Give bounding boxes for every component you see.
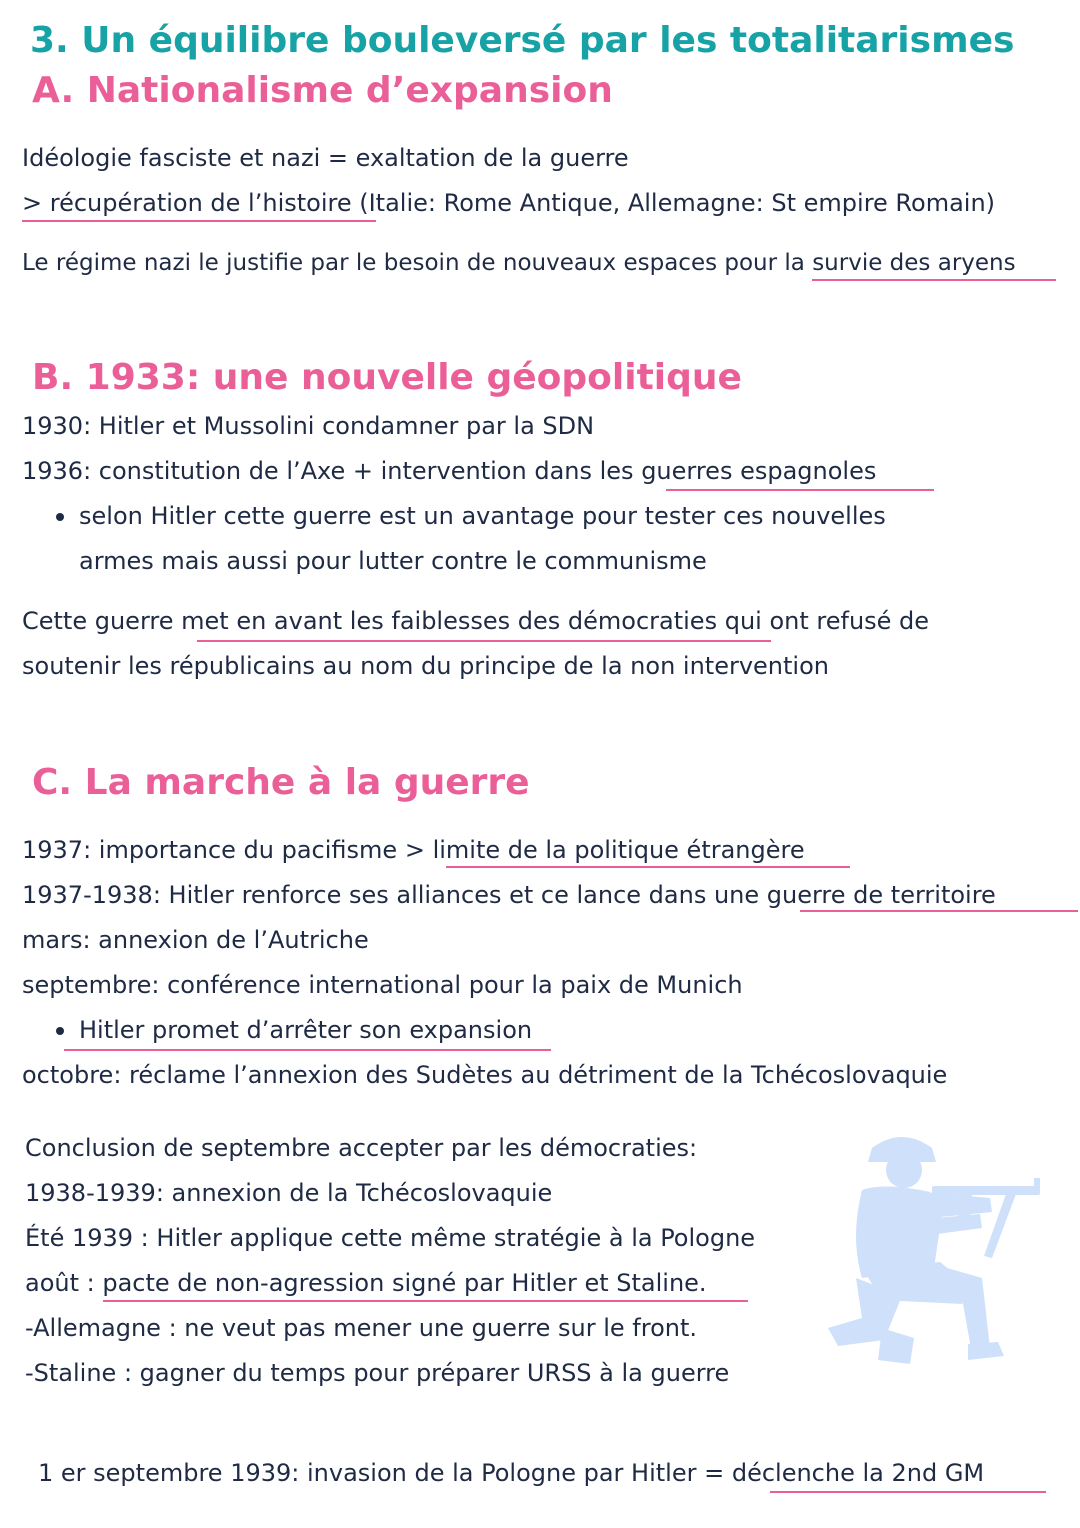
conclusion-line4-prefix: août :	[25, 1269, 103, 1297]
part-a-line3	[22, 248, 1016, 278]
part-b-line1: 1930: Hitler et Mussolini condamner par la SDN	[22, 412, 595, 440]
part-c-line1-prefix: 1937: importance du pacifisme >	[22, 836, 433, 864]
part-a-line2	[22, 188, 995, 218]
underline-c-limite	[446, 866, 850, 868]
bullet-dot	[56, 513, 64, 521]
conclusion-line3: Été 1939 : Hitler applique cette même stratégie à la Pologne	[25, 1224, 756, 1252]
part-c-line2-prefix: 1937-1938: Hitler renforce ses alliances et ce lance dans une	[22, 881, 767, 909]
underline-c-promet	[64, 1049, 551, 1051]
part-b-bullet-line1: selon Hitler cette guerre est un avantage pour tester ces nouvelles	[79, 502, 886, 530]
final-prefix: 1 er septembre 1939: invasion de la Pologne par Hitler =	[38, 1459, 732, 1487]
final-highlight: déclenche la 2nd GM	[731, 1459, 985, 1487]
section-title: 3. Un équilibre bouleversé par les totalitarismes	[30, 20, 1015, 61]
bullet-dot	[56, 1027, 64, 1035]
part-c-line2-highlight: guerre de territoire	[766, 881, 996, 909]
part-a-line2-prefix: > récupération de l’histoire	[22, 189, 352, 217]
underline-b-faiblesses	[197, 640, 771, 642]
part-a-line2-suffix: (Italie: Rome Antique, Allemagne: St empire Romain)	[351, 189, 996, 217]
part-c-line4: septembre: conférence international pour la paix de Munich	[22, 971, 743, 999]
part-a-line3-prefix: Le régime nazi le justifie par le besoin de nouveaux espaces pour	[22, 250, 785, 276]
part-c-line1-highlight: limite de la politique étrangère	[432, 836, 805, 864]
underline-c-territoire	[800, 910, 1078, 912]
conclusion-line2: 1938-1939: annexion de la Tchécoslovaquie	[25, 1179, 553, 1207]
part-b-bullet-line2: armes mais aussi pour lutter contre le communisme	[79, 547, 707, 575]
part-b-line2	[22, 456, 876, 486]
part-c-bullet: Hitler promet d’arrêter son expansion	[79, 1016, 533, 1044]
part-b-line2-highlight: guerres espagnoles	[641, 457, 877, 485]
conclusion-line5: -Allemagne : ne veut pas mener une guerre sur le front.	[25, 1314, 698, 1342]
underline-final	[770, 1491, 1046, 1493]
part-c-line3: mars: annexion de l’Autriche	[22, 926, 369, 954]
part-c-line2	[22, 880, 996, 910]
part-c-line1	[22, 835, 805, 865]
part-c-title: C. La marche à la guerre	[32, 762, 530, 803]
part-b-para-prefix: Cette guerre	[22, 607, 182, 635]
final-line	[38, 1458, 984, 1488]
underline-b-espagnoles	[666, 489, 934, 491]
part-b-para-line2: soutenir les républicains au nom du principe de la non intervention	[22, 652, 829, 680]
part-a-line3-highlight: la survie des aryens	[784, 250, 1016, 276]
underline-a-aryens	[812, 279, 1056, 281]
kneeling-soldier-icon	[822, 1128, 1047, 1368]
underline-a-histoire	[22, 220, 376, 222]
underline-c-pacte	[103, 1300, 748, 1302]
conclusion-line1: Conclusion de septembre accepter par les démocraties:	[25, 1134, 698, 1162]
conclusion-line4	[25, 1268, 707, 1298]
part-b-line2-prefix: 1936: constitution de l’Axe + intervention dans les	[22, 457, 642, 485]
part-b-para-highlight: met en avant les faiblesses des démocraties	[181, 607, 718, 635]
part-b-para-line1	[22, 606, 929, 636]
part-b-para-suffix: qui ont refusé de	[717, 607, 930, 635]
part-a-title: A. Nationalisme d’expansion	[32, 70, 613, 111]
conclusion-line4-highlight: pacte de non-agression signé par Hitler et Staline.	[102, 1269, 707, 1297]
part-c-line5: octobre: réclame l’annexion des Sudètes au détriment de la Tchécoslovaquie	[22, 1061, 948, 1089]
part-a-line1: Idéologie fasciste et nazi = exaltation de la guerre	[22, 144, 629, 172]
conclusion-line6: -Staline : gagner du temps pour préparer URSS à la guerre	[25, 1359, 730, 1387]
part-b-title: B. 1933: une nouvelle géopolitique	[32, 357, 742, 398]
